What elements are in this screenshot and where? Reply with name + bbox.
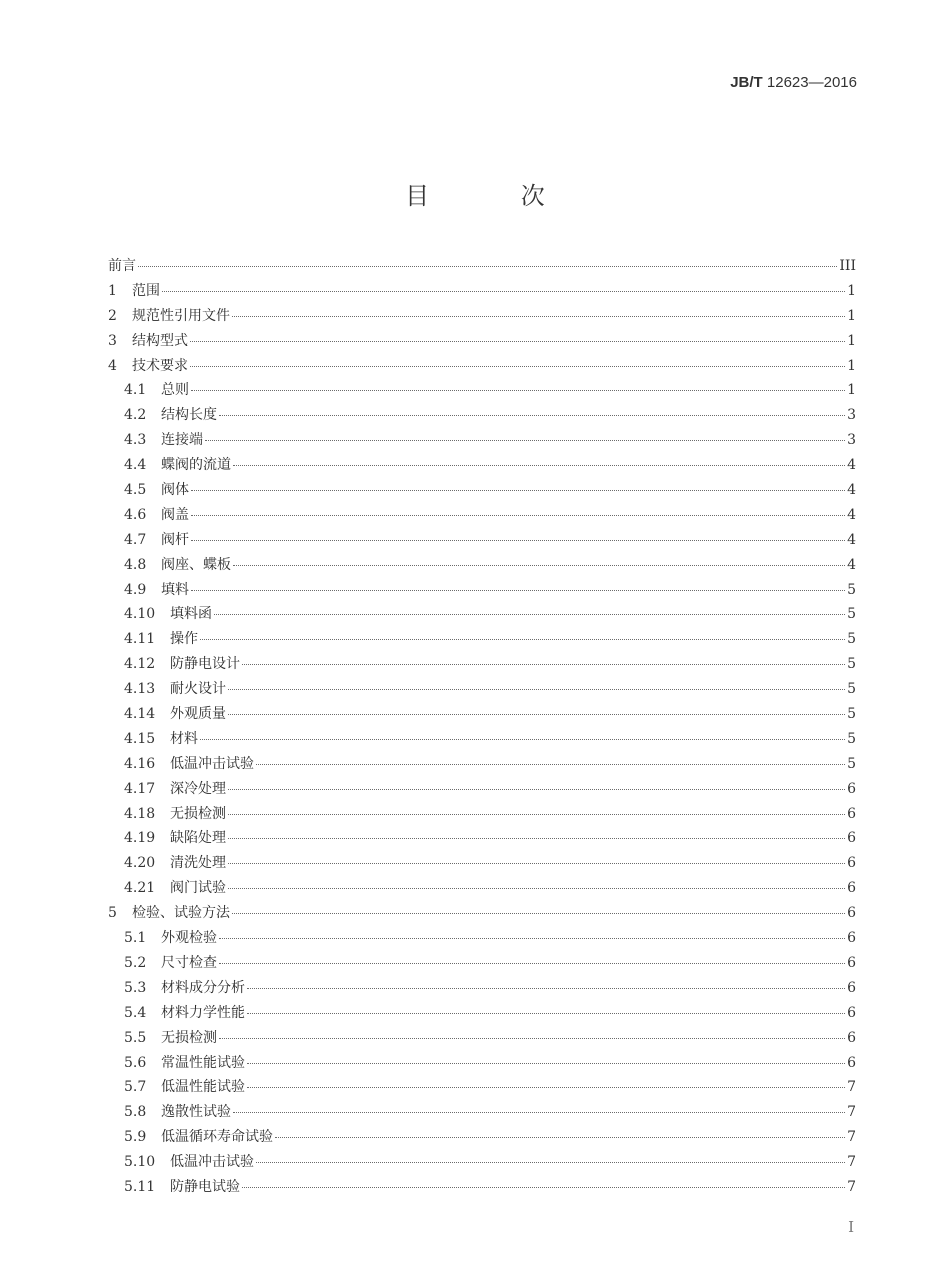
toc-entry-label: 阀杆 [161,531,189,548]
toc-leader-dots [190,365,845,367]
toc-entry-label: 低温冲击试验 [170,1154,254,1171]
toc-entry-page: 4 [847,482,856,499]
toc-entry-page: 4 [847,531,856,548]
toc-entry-number: 4.18 [124,805,156,822]
toc-entry-page: 6 [847,880,856,897]
toc-entry-label: 范围 [132,282,160,299]
toc-entry-page: 5 [847,606,856,623]
toc-entry-page: 6 [847,930,856,947]
toc-leader-dots [138,265,837,267]
toc-entry[interactable] [108,901,856,926]
toc-entry[interactable] [108,1125,856,1150]
toc-entry[interactable] [108,602,856,627]
toc-entry-number: 4.2 [124,407,147,424]
toc-entry-label: 防静电设计 [170,656,240,673]
toc-entry[interactable] [108,1001,856,1026]
toc-entry-label: 技术要求 [132,357,188,374]
toc-leader-dots [228,887,845,889]
toc-entry-label: 规范性引用文件 [132,307,230,324]
toc-entry-number: 4.5 [124,482,147,499]
toc-entry-page: 3 [847,432,856,449]
toc-entry-page: 7 [847,1178,856,1195]
toc-entry-label: 检验、试验方法 [132,905,230,922]
toc-leader-dots [247,1062,845,1064]
toc-entry-number: 4.3 [124,432,147,449]
toc-entry-number: 4 [108,357,117,374]
toc-entry-page: 6 [847,905,856,922]
toc-entry[interactable] [108,329,856,354]
toc-entry-number: 4.19 [124,830,156,847]
toc-leader-dots [233,1111,845,1113]
toc-entry[interactable] [108,528,856,553]
toc-entry-number: 5.1 [124,930,147,947]
toc-entry-page: 1 [847,357,856,374]
toc-entry-label: 外观检验 [161,930,217,947]
toc-entry[interactable] [108,478,856,503]
toc-entry-number: 4.11 [124,631,156,648]
toc-entry-label: 结构长度 [161,407,217,424]
toc-entry-page: 1 [847,382,856,399]
toc-entry-number: 5 [108,905,117,922]
toc-entry-page: 7 [847,1154,856,1171]
toc-entry-page: 7 [847,1129,856,1146]
toc-leader-dots [233,464,845,466]
toc-leader-dots [214,613,845,615]
toc-entry-label: 材料力学性能 [161,1004,245,1021]
toc-entry-label: 逸散性试验 [161,1104,231,1121]
page-title: 目 次 [405,182,587,210]
toc-leader-dots [228,788,845,790]
toc-entry[interactable] [108,1026,856,1051]
toc-entry-label: 尺寸检查 [161,954,217,971]
toc-entry-page: 6 [847,954,856,971]
toc-entry-number: 4.17 [124,780,156,797]
toc-entry-label: 阀座、蝶板 [161,556,231,573]
toc-entry-number: 4.20 [124,855,156,872]
toc-entry-label: 阀体 [161,482,189,499]
toc-entry-number: 4.7 [124,531,147,548]
toc-entry[interactable] [108,702,856,727]
toc-leader-dots [232,315,845,317]
toc-entry-page: 6 [847,830,856,847]
toc-entry-number: 5.11 [124,1178,156,1195]
table-of-contents [108,254,856,1200]
toc-entry-label: 无损检测 [170,805,226,822]
toc-entry-page: 6 [847,855,856,872]
toc-entry-page: 6 [847,1054,856,1071]
toc-entry-label: 蝶阀的流道 [161,457,231,474]
toc-entry-number: 4.10 [124,606,156,623]
toc-entry[interactable] [108,976,856,1001]
toc-entry[interactable] [108,428,856,453]
toc-entry-page: III [839,258,856,274]
toc-entry-number: 5.8 [124,1104,147,1121]
toc-entry-label: 清洗处理 [170,855,226,872]
toc-entry[interactable] [108,926,856,951]
toc-entry-label: 阀盖 [161,506,189,523]
toc-entry-label: 耐火设计 [170,681,226,698]
toc-leader-dots [228,713,845,715]
toc-entry-number: 4.6 [124,506,147,523]
toc-entry[interactable] [108,453,856,478]
toc-entry-number: 5.10 [124,1154,156,1171]
toc-leader-dots [247,1012,845,1014]
toc-entry-label: 材料 [170,730,198,747]
toc-entry-label: 低温性能试验 [161,1079,245,1096]
toc-entry-number: 5.6 [124,1054,147,1071]
standard-code-number: 12623—2016 [766,74,857,91]
toc-entry-page: 6 [847,780,856,797]
toc-entry[interactable] [108,578,856,603]
toc-entry-label: 外观质量 [170,706,226,723]
toc-entry[interactable] [108,1051,856,1076]
toc-leader-dots [275,1136,845,1138]
toc-entry-number: 4.4 [124,457,147,474]
toc-entry-page: 5 [847,631,856,648]
toc-entry-page: 3 [847,407,856,424]
toc-entry-label: 填料 [161,581,189,598]
toc-entry-label: 阀门试验 [170,880,226,897]
toc-entry-number: 4.16 [124,755,156,772]
toc-entry[interactable] [108,503,856,528]
toc-entry[interactable] [108,627,856,652]
toc-entry-label: 常温性能试验 [161,1054,245,1071]
toc-entry-page: 4 [847,506,856,523]
page-folio: I [848,1218,854,1236]
toc-entry[interactable] [108,1175,856,1200]
toc-entry-number: 4.9 [124,581,147,598]
toc-leader-dots [200,638,845,640]
toc-entry-number: 5.2 [124,954,147,971]
toc-entry-page: 4 [847,556,856,573]
toc-entry[interactable] [108,1075,856,1100]
toc-entry[interactable] [108,727,856,752]
toc-leader-dots [190,340,845,342]
toc-entry[interactable] [108,652,856,677]
toc-leader-dots [219,937,845,939]
toc-entry[interactable] [108,1150,856,1175]
toc-entry-page: 5 [847,581,856,598]
toc-entry-page: 5 [847,681,856,698]
toc-entry-page: 1 [847,307,856,324]
toc-entry-label: 缺陷处理 [170,830,226,847]
standard-code [730,74,857,91]
toc-entry[interactable] [108,802,856,827]
toc-entry-page: 5 [847,656,856,673]
toc-entry-number: 4.1 [124,382,147,399]
toc-entry-number: 4.21 [124,880,156,897]
toc-entry-page: 1 [847,282,856,299]
toc-entry-page: 4 [847,457,856,474]
toc-entry[interactable] [108,876,856,901]
toc-leader-dots [191,389,845,391]
toc-entry-page: 5 [847,755,856,772]
toc-entry[interactable] [108,752,856,777]
toc-entry-page: 7 [847,1079,856,1096]
toc-entry[interactable] [108,403,856,428]
toc-entry-label: 操作 [170,631,198,648]
toc-entry-page: 7 [847,1104,856,1121]
toc-entry[interactable] [108,254,856,279]
toc-leader-dots [228,813,845,815]
toc-entry-number: 4.14 [124,706,156,723]
toc-entry-number: 1 [108,282,117,299]
standard-code-prefix: JB/T [730,74,763,91]
toc-leader-dots [219,414,845,416]
toc-entry[interactable] [108,951,856,976]
toc-leader-dots [200,738,845,740]
toc-leader-dots [228,688,845,690]
toc-entry[interactable] [108,1100,856,1125]
toc-leader-dots [228,862,845,864]
toc-entry[interactable] [108,354,856,379]
toc-entry-number: 5.4 [124,1004,147,1021]
toc-leader-dots [247,987,845,989]
toc-entry-page: 6 [847,1029,856,1046]
toc-leader-dots [256,763,845,765]
toc-leader-dots [232,912,845,914]
toc-entry-label: 低温循环寿命试验 [161,1129,273,1146]
toc-leader-dots [256,1161,845,1163]
toc-entry-page: 6 [847,979,856,996]
toc-entry-page: 6 [847,805,856,822]
toc-entry-number: 2 [108,307,117,324]
toc-entry-page: 5 [847,706,856,723]
toc-leader-dots [219,1037,845,1039]
toc-entry[interactable] [108,851,856,876]
toc-entry-label: 防静电试验 [170,1178,240,1195]
toc-entry-page: 5 [847,730,856,747]
toc-entry[interactable] [108,777,856,802]
toc-leader-dots [242,663,845,665]
toc-entry-number: 3 [108,332,117,349]
toc-entry[interactable] [108,553,856,578]
toc-leader-dots [191,589,845,591]
toc-entry-page: 6 [847,1004,856,1021]
toc-leader-dots [191,539,845,541]
toc-entry-number: 4.15 [124,730,156,747]
toc-entry-label: 连接端 [161,432,203,449]
toc-entry[interactable] [108,826,856,851]
toc-entry-number: 4.12 [124,656,156,673]
toc-entry-label: 总则 [161,382,189,399]
toc-leader-dots [191,514,845,516]
toc-entry-label: 低温冲击试验 [170,755,254,772]
toc-entry-number: 4.8 [124,556,147,573]
toc-entry[interactable] [108,677,856,702]
toc-entry-label: 无损检测 [161,1029,217,1046]
toc-entry-label: 前言 [108,258,136,274]
toc-leader-dots [162,290,845,292]
toc-entry-number: 5.3 [124,979,147,996]
toc-leader-dots [233,564,845,566]
toc-leader-dots [242,1186,845,1188]
toc-entry-number: 4.13 [124,681,156,698]
toc-entry[interactable] [108,279,856,304]
toc-leader-dots [247,1086,845,1088]
toc-entry-number: 5.7 [124,1079,147,1096]
toc-entry-number: 5.9 [124,1129,147,1146]
toc-entry-label: 材料成分分析 [161,979,245,996]
toc-entry[interactable] [108,378,856,403]
toc-entry-label: 深冷处理 [170,780,226,797]
toc-leader-dots [191,489,845,491]
toc-leader-dots [219,962,845,964]
toc-entry-label: 结构型式 [132,332,188,349]
toc-leader-dots [228,837,845,839]
toc-leader-dots [205,439,845,441]
toc-entry-number: 5.5 [124,1029,147,1046]
toc-entry-page: 1 [847,332,856,349]
toc-entry[interactable] [108,304,856,329]
toc-entry-label: 填料函 [170,606,212,623]
